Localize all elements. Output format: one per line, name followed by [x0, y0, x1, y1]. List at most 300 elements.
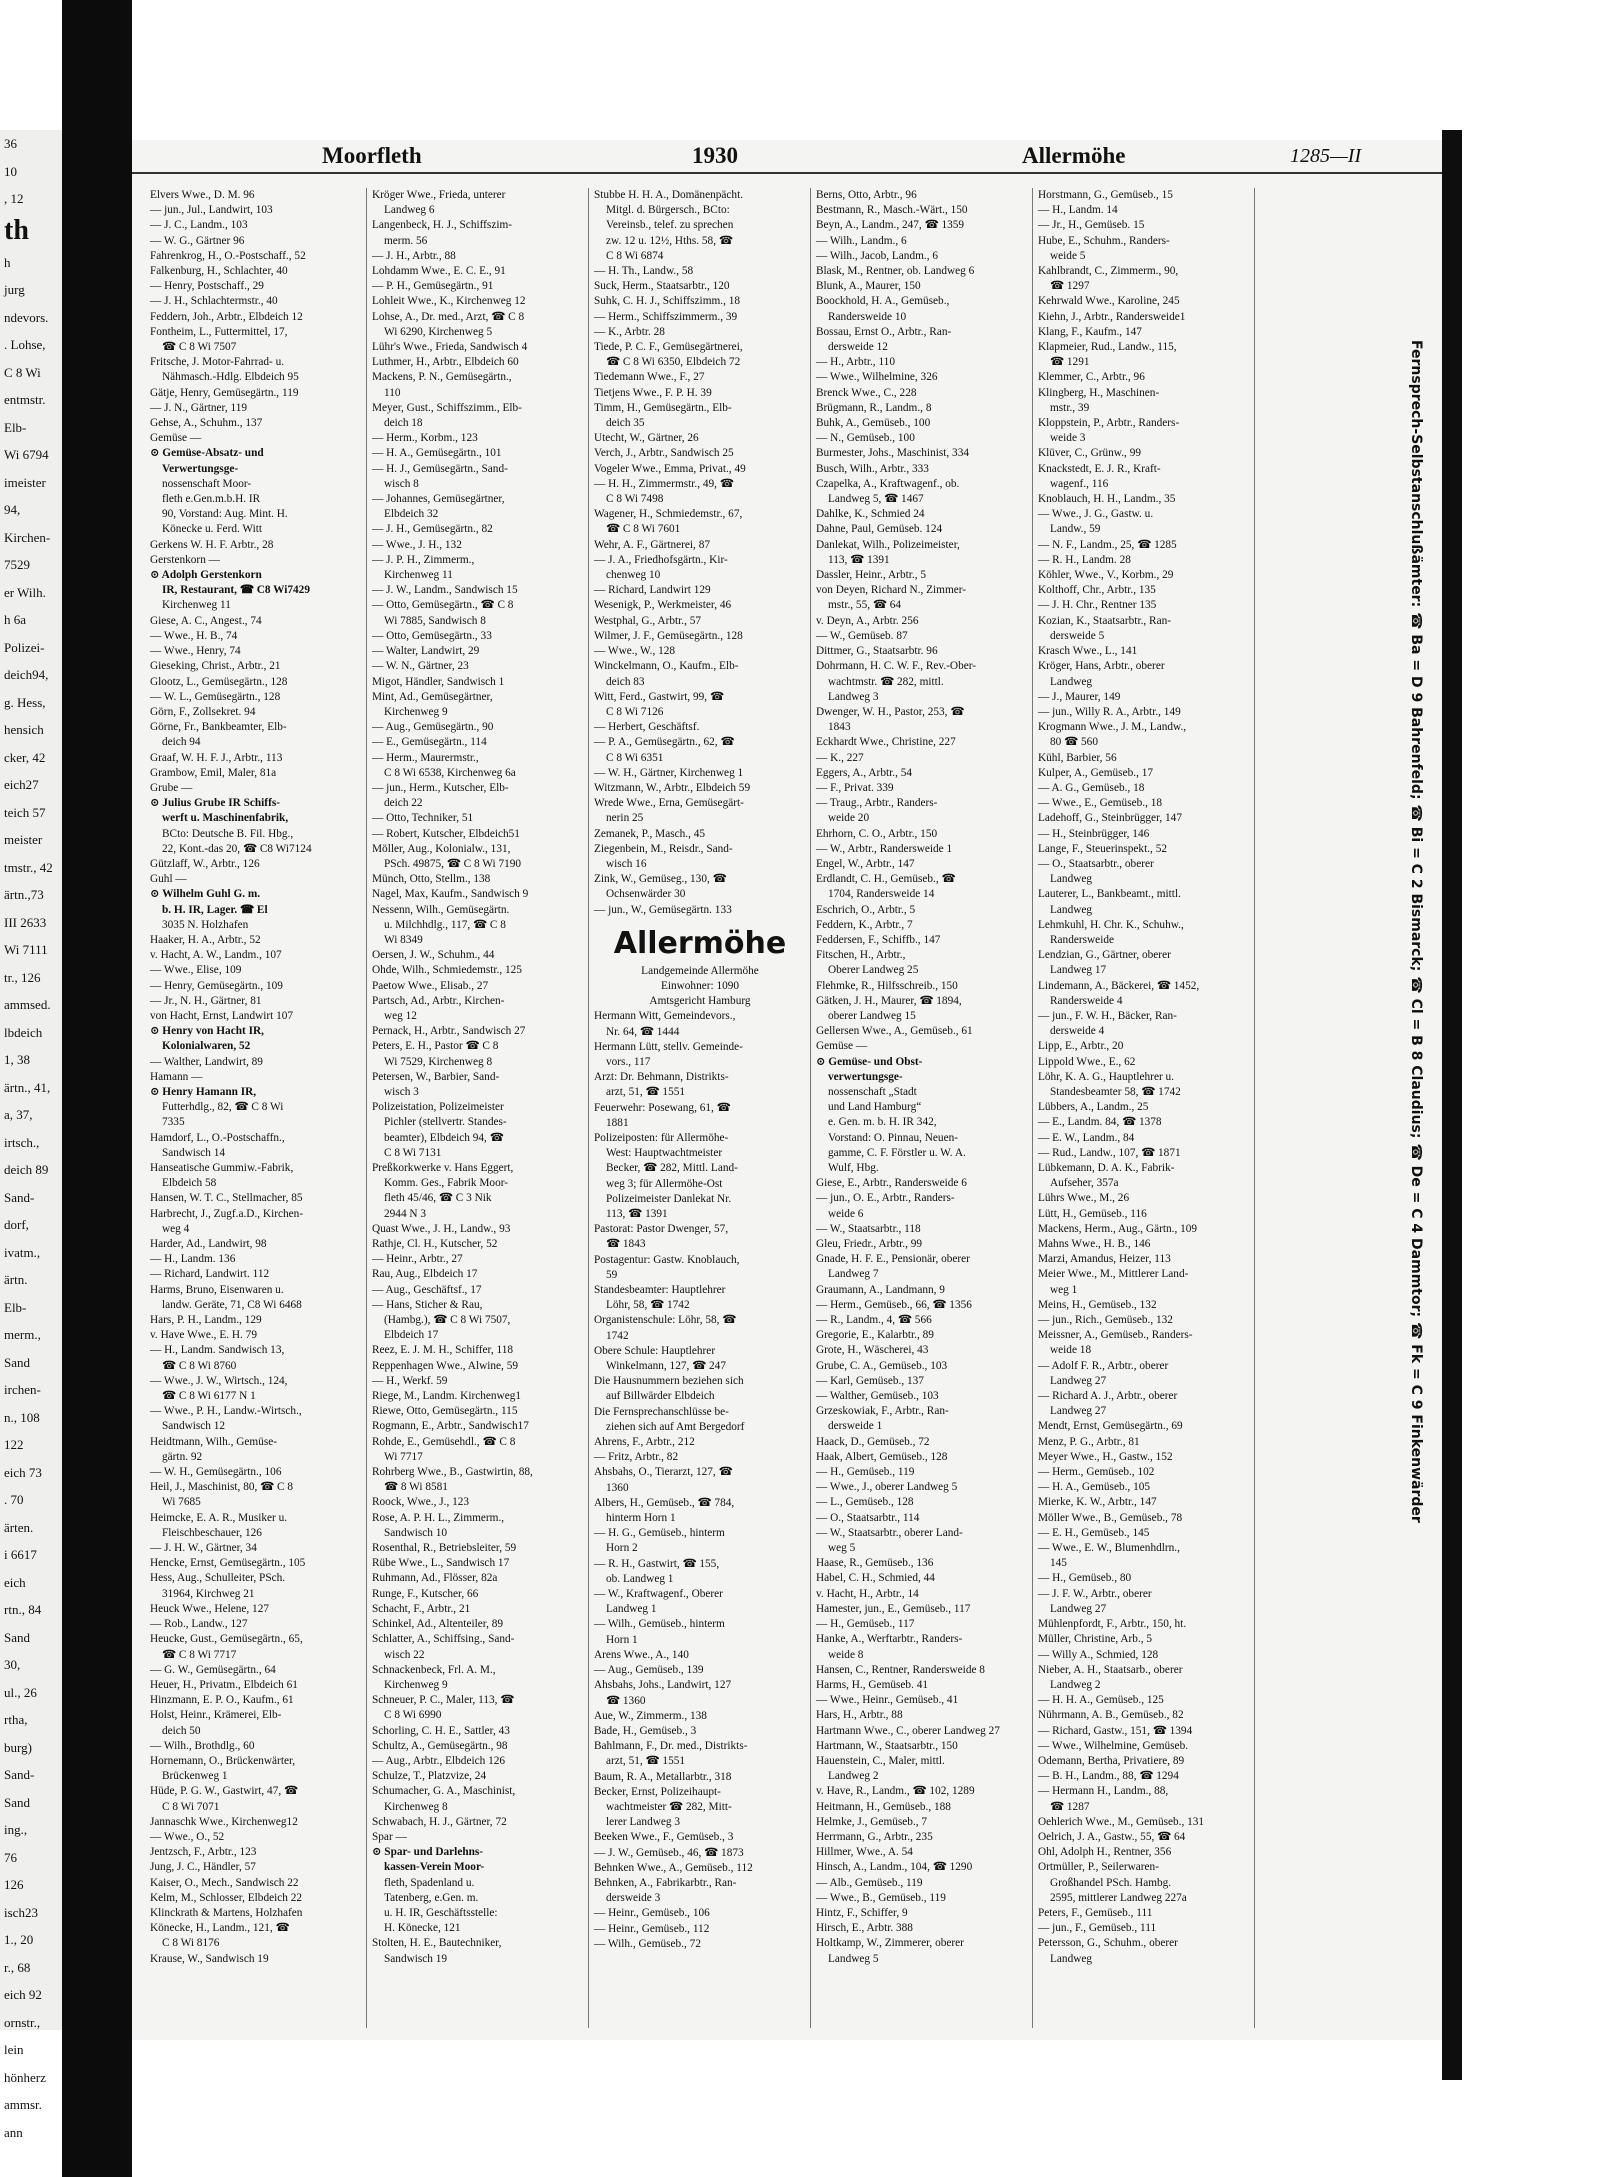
directory-entry: Gleu, Friedr., Arbtr., 99	[816, 1238, 923, 1251]
fragment-text: Sand-	[4, 1189, 35, 1205]
directory-entry: Rathje, Cl. H., Kutscher, 52	[372, 1238, 498, 1251]
directory-entry: — Richard, Gastw., 151, ☎ 1394	[1038, 1724, 1193, 1737]
fragment-text: th	[4, 214, 29, 246]
directory-entry: — J., Maurer, 149	[1038, 690, 1121, 703]
directory-entry: — L., Gemüseb., 128	[816, 1496, 914, 1509]
directory-entry: ☎ C 8 Wi 8760	[162, 1359, 237, 1372]
directory-entry: Gützlaff, W., Arbtr., 126	[150, 857, 260, 870]
directory-entry: Lührs Wwe., M., 26	[1038, 1192, 1130, 1205]
directory-entry: Kaiser, O., Mech., Sandwisch 22	[150, 1876, 299, 1889]
directory-entry: Sandwisch 10	[384, 1526, 448, 1539]
fragment-text: deich94,	[4, 667, 49, 682]
directory-entry: — W., Gemüseb. 87	[816, 629, 908, 642]
directory-entry: 7335	[162, 1116, 185, 1129]
fragment-text: ärten.	[4, 1519, 34, 1535]
directory-entry: ⊙ Henry von Hacht IR,	[150, 1025, 264, 1038]
fragment-text: h 6a	[4, 612, 27, 627]
directory-column-4	[816, 188, 1028, 1967]
column-rule	[1254, 188, 1255, 2028]
directory-entry: Nessenn, Wilh., Gemüsegärtn.	[372, 903, 510, 916]
section-heading: Allermöhe	[613, 925, 787, 961]
fragment-text: g. Hess,	[4, 694, 46, 710]
directory-entry: Meier Wwe., M., Mittlerer Land-	[1038, 1268, 1189, 1281]
directory-entry: — Aug., Gemüseb., 139	[594, 1664, 704, 1677]
adjacent-page-fragment	[0, 130, 62, 2140]
directory-entry: Ahsbahs, Johs., Landwirt, 127	[594, 1679, 732, 1692]
directory-entry: — Jr., H., Gemüseb. 15	[1038, 219, 1145, 232]
directory-entry: Hirsch, E., Arbtr. 388	[816, 1922, 913, 1935]
directory-entry: Meissner, A., Gemüseb., Randers-	[1038, 1329, 1193, 1342]
directory-entry: weide 18	[1050, 1344, 1092, 1357]
column-rule	[810, 188, 811, 2028]
directory-entry: Feuerwehr: Posewang, 61, ☎	[594, 1101, 731, 1114]
directory-entry: — K., Arbtr. 28	[594, 325, 665, 338]
directory-entry: Odemann, Bertha, Privatiere, 89	[1038, 1754, 1185, 1767]
directory-entry: — Alb., Gemüseb., 119	[816, 1876, 923, 1889]
directory-entry: nossenschaft Moor-	[162, 477, 252, 490]
directory-entry: Graaf, W. H. F. J., Arbtr., 113	[150, 751, 283, 764]
directory-entry: Bahlmann, F., Dr. med., Distrikts-	[594, 1740, 748, 1753]
directory-entry: ☎ C 8 Wi 6350, Elbdeich 72	[606, 356, 741, 369]
directory-entry: Landweg 2	[1050, 1678, 1101, 1691]
directory-entry: Brenck Wwe., C., 228	[816, 386, 917, 399]
directory-entry: Vorstand: O. Pinnau, Neuen-	[828, 1131, 959, 1144]
directory-entry: Schacht, F., Arbtr., 21	[372, 1602, 471, 1615]
directory-entry: — H. H. A., Gemüseb., 125	[1038, 1694, 1164, 1707]
fragment-text: jurg	[4, 282, 25, 297]
directory-entry: — W. H., Gemüsegärtn., 106	[150, 1466, 282, 1479]
directory-entry: — K., 227	[816, 751, 864, 764]
directory-entry: — H. A., Gemüsegärtn., 101	[372, 447, 502, 460]
directory-entry: Quast Wwe., J. H., Landw., 93	[372, 1222, 511, 1235]
directory-entry: — Wwe., Wilhelmine, Gemüseb.	[1038, 1739, 1189, 1752]
fragment-text: r., 68	[4, 1959, 31, 1975]
directory-entry: Hillmer, Wwe., A. 54	[816, 1846, 913, 1859]
directory-entry: Utecht, W., Gärtner, 26	[594, 432, 699, 445]
directory-entry: Die Hausnummern beziehen sich	[594, 1375, 744, 1388]
directory-entry: Fahrenkrog, H., O.-Postschaff., 52	[150, 249, 306, 262]
sidebar-text: Fernsprech-Selbstanschlußämter: ☎ Ba = D 9 Bahrenfeld; ☎ Bi = C 2 Bismarck; ☎ Cl = B 8 Claudius; ☎ De = C 4 Dammtor; ☎ Fk = C 9 Finkenwärder	[1408, 340, 1424, 1523]
directory-entry: Wi 6290, Kirchenweg 5	[384, 325, 493, 338]
directory-entry: Klüver, C., Grünw., 99	[1038, 447, 1141, 460]
directory-entry: Landweg 17	[1050, 964, 1107, 977]
directory-entry: e. Gen. m. b. H. IR 342,	[828, 1116, 937, 1129]
fragment-text: tr., 126	[4, 969, 41, 985]
directory-entry: — W. H., Gärtner, Kirchenweg 1	[594, 766, 744, 779]
directory-entry: West: Hauptwachtmeister	[606, 1147, 723, 1160]
directory-entry: ☎ C 8 Wi 7507	[162, 341, 237, 354]
directory-entry: BCto: Deutsche B. Fil. Hbg.,	[162, 827, 294, 840]
directory-entry: Hansen, W. T. C., Stellmacher, 85	[150, 1192, 303, 1205]
directory-entry: PSch. 49875, ☎ C 8 Wi 7190	[384, 857, 522, 870]
directory-entry: 1742	[606, 1329, 629, 1342]
fragment-text: ann	[4, 2124, 23, 2140]
directory-entry: Kehrwald Wwe., Karoline, 245	[1038, 295, 1180, 308]
directory-entry: Gemüse —	[816, 1040, 868, 1053]
directory-entry: Polizeimeister Danlekat Nr.	[606, 1192, 732, 1205]
directory-entry: Beyn, A., Landm., 247, ☎ 1359	[816, 219, 965, 232]
directory-entry: Fitschen, H., Arbtr.,	[816, 949, 906, 962]
directory-entry: Albers, H., Gemüseb., ☎ 784,	[594, 1496, 735, 1509]
directory-entry: — W. G., Gärtner 96	[150, 234, 245, 247]
column-rule	[366, 188, 367, 2028]
directory-entry: werft u. Maschinenfabrik,	[162, 812, 289, 825]
directory-entry: Arzt: Dr. Behmann, Distrikts-	[594, 1071, 729, 1084]
directory-entry: — Herm., Maurermstr.,	[372, 751, 479, 764]
fragment-text: Elb-	[4, 1299, 27, 1315]
directory-entry: Tatenberg, e.Gen. m.	[384, 1891, 479, 1904]
fragment-text: merm.,	[4, 1327, 41, 1342]
directory-entry: — Wilh., Gemüseb., hinterm	[594, 1618, 725, 1631]
fragment-text: h	[4, 254, 11, 270]
directory-entry: Hinzmann, E. P. O., Kaufm., 61	[150, 1694, 294, 1707]
directory-entry: kassen-Verein Moor-	[384, 1861, 485, 1874]
directory-entry: — W., Staatsarbtr., oberer Land-	[816, 1526, 963, 1539]
directory-entry: Guhl —	[150, 873, 187, 886]
directory-entry: Polizeistation, Polizeimeister	[372, 1101, 504, 1114]
directory-entry: Giese, A. C., Angest., 74	[150, 614, 262, 627]
directory-entry: Hube, E., Schuhm., Randers-	[1038, 234, 1170, 247]
directory-entry: Schneuer, P. C., Maler, 113, ☎	[372, 1694, 515, 1707]
directory-entry: Mahns Wwe., H. B., 146	[1038, 1238, 1151, 1251]
directory-column-3	[594, 188, 806, 1952]
directory-entry: Hartmann Wwe., C., oberer Landweg 27	[816, 1724, 1000, 1737]
directory-entry: Jentzsch, F., Arbtr., 123	[150, 1846, 257, 1859]
directory-entry: vors., 117	[606, 1055, 651, 1068]
directory-entry: Hintz, F., Schiffer, 9	[816, 1906, 908, 1919]
directory-entry: Gellersen Wwe., A., Gemüseb., 61	[816, 1025, 973, 1038]
section-subheading: Landgemeinde Allermöhe	[641, 964, 759, 977]
directory-entry: 1704, Randersweide 14	[828, 888, 935, 901]
directory-entry: Knoblauch, H. H., Landm., 35	[1038, 493, 1176, 506]
directory-entry: Gregorie, E., Kalarbtr., 89	[816, 1329, 934, 1342]
directory-entry: Meyer Wwe., H., Gastw., 152	[1038, 1450, 1173, 1463]
directory-entry: — Heinr., Gemüseb., 112	[594, 1922, 710, 1935]
directory-entry: — J. H. W., Gärtner, 34	[150, 1542, 257, 1555]
directory-entry: dersweide 4	[1050, 1025, 1105, 1038]
directory-entry: — Wwe., H. B., 74	[150, 629, 238, 642]
fragment-text: ammsed.	[4, 997, 51, 1012]
directory-entry: Ahsbahs, O., Tierarzt, 127, ☎	[594, 1466, 733, 1479]
directory-entry: wisch 22	[384, 1648, 425, 1661]
directory-entry: Haack, D., Gemüseb., 72	[816, 1435, 930, 1448]
directory-entry: Peters, E. H., Pastor ☎ C 8	[372, 1040, 499, 1053]
directory-entry: — Aug., Gemüsegärtn., 90	[372, 721, 494, 734]
directory-entry: hinterm Horn 1	[606, 1512, 676, 1525]
directory-entry: Erdlandt, C. H., Gemüseb., ☎	[816, 873, 956, 886]
directory-entry: Stolten, H. E., Bautechniker,	[372, 1937, 502, 1950]
directory-entry: weg 12	[384, 1009, 417, 1022]
fragment-text: 94,	[4, 502, 21, 517]
directory-entry: Westphal, G., Arbtr., 57	[594, 614, 702, 627]
fragment-text: 1., 20	[4, 1932, 34, 1947]
fragment-text: irchen-	[4, 1382, 41, 1397]
directory-entry: Brückenweg 1	[162, 1770, 228, 1783]
directory-entry: Roock, Wwe., J., 123	[372, 1496, 470, 1509]
directory-entry: — J. F. W., Arbtr., oberer	[1038, 1587, 1152, 1600]
directory-entry: Harder, Ad., Landwirt, 98	[150, 1238, 267, 1251]
directory-entry: Kirchenweg 9	[384, 705, 448, 718]
directory-entry: Winkelmann, 127, ☎ 247	[606, 1360, 726, 1373]
directory-entry: Bestmann, R., Masch.-Wärt., 150	[816, 204, 968, 217]
directory-entry: — N., Gemüseb., 100	[816, 432, 915, 445]
directory-entry: — Rob., Landw., 127	[150, 1618, 248, 1631]
directory-entry: Pichler (stellvertr. Standes-	[384, 1116, 507, 1129]
directory-entry: 110	[384, 386, 401, 399]
directory-entry: Hansen, C., Rentner, Randersweide 8	[816, 1663, 985, 1676]
directory-entry: — Wwe., J., oberer Landweg 5	[816, 1481, 958, 1494]
directory-entry: Winckelmann, O., Kaufm., Elb-	[594, 660, 739, 673]
directory-entry: 22, Kont.-das 20, ☎ C8 Wi7124	[162, 842, 312, 855]
directory-entry: — H., Landm. Sandwisch 13,	[150, 1344, 285, 1357]
directory-entry: — Rud., Landw., 107, ☎ 1871	[1038, 1146, 1181, 1159]
directory-entry: Menz, P. G., Arbtr., 81	[1038, 1435, 1140, 1448]
directory-entry: Danlekat, Wilh., Polizeimeister,	[816, 538, 960, 551]
directory-entry: Polizeiposten: für Allermöhe-	[594, 1131, 729, 1144]
directory-entry: Meyer, Gust., Schiffszimm., Elb-	[372, 401, 522, 414]
directory-entry: Krasch Wwe., L., 141	[1038, 645, 1138, 658]
directory-entry: — Fritz, Arbtr., 82	[594, 1451, 679, 1464]
directory-entry: Hencke, Ernst, Gemüsegärtn., 105	[150, 1557, 306, 1570]
directory-entry: Rogmann, E., Arbtr., Sandwisch17	[372, 1420, 529, 1433]
directory-entry: Lange, F., Steuerinspekt., 52	[1038, 842, 1167, 855]
directory-entry: Verch, J., Arbtr., Sandwisch 25	[594, 447, 734, 460]
directory-entry: — B. H., Landm., 88, ☎ 1294	[1038, 1770, 1179, 1783]
directory-entry: — P. A., Gemüsegärtn., 62, ☎	[594, 736, 735, 749]
directory-entry: Kolonialwaren, 52	[162, 1040, 251, 1053]
directory-column-5	[1038, 188, 1250, 1967]
directory-entry: Kröger, Hans, Arbtr., oberer	[1038, 660, 1165, 673]
directory-entry: C 8 Wi 6538, Kirchenweg 6a	[384, 766, 516, 779]
directory-entry: Gerkens W. H. F. Arbtr., 28	[150, 538, 274, 551]
directory-entry: landw. Geräte, 71, C8 Wi 6468	[162, 1298, 302, 1311]
directory-entry: Lendzian, G., Gärtner, oberer	[1038, 949, 1171, 962]
fragment-text: Elb-	[4, 419, 27, 435]
directory-entry: Randersweide 10	[828, 310, 907, 323]
directory-entry: — Walter, Landwirt, 29	[372, 645, 480, 658]
directory-entry: Köhler, Wwe., V., Korbm., 29	[1038, 569, 1174, 582]
directory-entry: Gerstenkorn —	[150, 553, 220, 566]
directory-entry: — Johannes, Gemüsegärtner,	[372, 493, 505, 506]
directory-entry: wisch 16	[606, 857, 647, 870]
directory-entry: u. H. IR, Geschäftsstelle:	[384, 1906, 498, 1919]
directory-entry: Haase, R., Gemüseb., 136	[816, 1557, 934, 1570]
directory-entry: Kolthoff, Chr., Arbtr., 135	[1038, 584, 1156, 597]
fragment-text: ivatm.,	[4, 1244, 41, 1260]
directory-entry: C 8 Wi 7131	[384, 1146, 442, 1159]
directory-entry: Hartmann, W., Staatsarbtr., 150	[816, 1739, 958, 1752]
directory-entry: — W. N., Gärtner, 23	[372, 660, 469, 673]
fragment-text: er Wilh.	[4, 584, 46, 600]
directory-entry: — W. L., Gemüsegärtn., 128	[150, 690, 281, 703]
directory-entry: Becker, ☎ 282, Mittl. Land-	[606, 1162, 738, 1175]
directory-entry: deich 22	[384, 797, 423, 810]
directory-entry: — jun., O. E., Arbtr., Randers-	[816, 1192, 955, 1205]
directory-entry: weg 5	[828, 1542, 856, 1555]
directory-entry: Mierke, K. W., Arbtr., 147	[1038, 1496, 1157, 1509]
directory-entry: Könecke u. Ferd. Witt	[162, 523, 263, 536]
directory-entry: weg 3; für Allermöhe-Ost	[606, 1177, 723, 1190]
fragment-text: ammsr.	[4, 2097, 42, 2112]
fragment-text: eich27	[4, 777, 39, 792]
directory-entry: C 8 Wi 6990	[384, 1709, 442, 1722]
directory-entry: weide 8	[828, 1648, 864, 1661]
section-subheading: Einwohner: 1090	[660, 979, 740, 992]
directory-entry: 145	[1050, 1557, 1067, 1570]
directory-entry: — A. G., Gemüseb., 18	[1038, 781, 1145, 794]
directory-entry: — Richard, Landwirt 129	[594, 584, 711, 597]
fragment-text: eich 73	[4, 1464, 42, 1480]
directory-entry: Kirchenweg 9	[384, 1678, 448, 1691]
directory-entry: Heimcke, E. A. R., Musiker u.	[150, 1511, 288, 1524]
directory-entry: Gnade, H. F. E., Pensionär, oberer	[816, 1253, 970, 1266]
directory-entry: Landweg 3	[828, 690, 879, 703]
directory-entry: — Otto, Techniker, 51	[372, 812, 474, 825]
directory-entry: weg 4	[162, 1222, 190, 1235]
fragment-text: lbdeich	[4, 1024, 43, 1040]
directory-entry: Hauenstein, C., Maler, mittl.	[816, 1754, 945, 1767]
directory-entry: Hermann Witt, Gemeindevors.,	[594, 1010, 736, 1023]
directory-entry: Nieber, A. H., Staatsarb., oberer	[1038, 1663, 1183, 1676]
directory-entry: Fontheim, L., Futtermittel, 17,	[150, 325, 288, 338]
directory-entry: Wi 7885, Sandwisch 8	[384, 614, 486, 627]
fragment-text: 1, 38	[4, 1052, 30, 1067]
directory-entry: Kirchenweg 8	[384, 1800, 448, 1813]
directory-entry: Kühl, Barbier, 56	[1038, 751, 1117, 764]
directory-entry: Jung, J. C., Händler, 57	[150, 1861, 256, 1874]
directory-entry: Schorling, C. H. E., Sattler, 43	[372, 1724, 510, 1737]
directory-entry: merm. 56	[384, 234, 428, 247]
directory-entry: — J. N., Gärtner, 119	[150, 401, 248, 414]
directory-entry: — Wilh., Jacob, Landm., 6	[816, 249, 939, 262]
directory-entry: — E., Landm. 84, ☎ 1378	[1038, 1116, 1162, 1129]
directory-entry: Nr. 64, ☎ 1444	[606, 1025, 680, 1038]
directory-entry: Landweg	[1050, 873, 1093, 886]
directory-entry: Arens Wwe., A., 140	[594, 1648, 689, 1661]
directory-entry: nossenschaft „Stadt	[828, 1085, 917, 1098]
directory-entry: fleth 45/46, ☎ C 3 Nik	[384, 1192, 492, 1205]
directory-entry: Dittmer, G., Staatsarbtr. 96	[816, 645, 938, 658]
directory-entry: Landweg 27	[1050, 1405, 1107, 1418]
directory-entry: gamme, C. F. Förstler u. W. A.	[828, 1146, 966, 1159]
header-page-number: 1285—II	[1290, 145, 1362, 167]
directory-entry: Schlatter, A., Schiffsing., Sand-	[372, 1633, 515, 1646]
directory-entry: — H., Arbtr., 110	[816, 356, 895, 369]
fragment-text: eich 92	[4, 1987, 42, 2002]
fragment-text: 126	[4, 1877, 24, 1892]
directory-entry: Landweg 6	[384, 204, 435, 217]
directory-entry: Komm. Ges., Fabrik Moor-	[384, 1177, 509, 1190]
directory-entry: — jun., F. W. H., Bäcker, Ran-	[1038, 1009, 1177, 1022]
directory-entry: Könecke, H., Landm., 121, ☎	[150, 1922, 290, 1935]
fragment-text: ing.,	[4, 1822, 28, 1837]
directory-entry: — Walther, Gemüseb., 103	[816, 1390, 939, 1403]
directory-entry: Blunk, A., Maurer, 150	[816, 280, 921, 293]
directory-entry: Möller Wwe., B., Gemüseb., 78	[1038, 1511, 1183, 1524]
directory-entry: Rübe Wwe., L., Sandwisch 17	[372, 1557, 510, 1570]
directory-entry: Sandwisch 19	[384, 1952, 448, 1965]
directory-entry: Feddern, K., Arbtr., 7	[816, 918, 913, 931]
fragment-text: rtha,	[4, 1712, 28, 1727]
fragment-text: tmstr., 42	[4, 859, 53, 875]
directory-entry: Fleischbeschauer, 126	[162, 1526, 262, 1539]
directory-entry: — H., Gemüseb., 117	[816, 1618, 915, 1631]
directory-entry: Elbdeich 32	[384, 508, 439, 521]
directory-entry: Giese, E., Arbtr., Randersweide 6	[816, 1177, 967, 1190]
directory-entry: Schumacher, G. A., Maschinist,	[372, 1785, 516, 1798]
directory-entry: Gemüse —	[150, 432, 202, 445]
directory-entry: Helmke, J., Gemüseb., 7	[816, 1815, 928, 1828]
directory-entry: Horn 2	[606, 1542, 638, 1555]
directory-entry: H. Könecke, 121	[384, 1922, 461, 1935]
directory-entry: Verwertungsge-	[162, 462, 239, 475]
directory-entry: Zink, W., Gemüseg., 130, ☎	[594, 873, 727, 886]
directory-entry: Ortmüller, P., Seilerwaren-	[1038, 1861, 1159, 1874]
fragment-text: irtsch.,	[4, 1134, 40, 1150]
directory-entry: — jun., Jul., Landwirt, 103	[150, 204, 273, 217]
directory-entry: ☎ 8 Wi 8581	[384, 1481, 448, 1494]
header-year: 1930	[692, 143, 738, 168]
directory-entry: Grube —	[150, 781, 193, 794]
directory-entry: und Land Hamburg“	[828, 1101, 922, 1114]
directory-entry: — G. W., Gemüsegärtn., 64	[150, 1663, 276, 1676]
directory-entry: Rau, Aug., Elbdeich 17	[372, 1268, 478, 1281]
directory-entry: v. Have Wwe., E. H. 79	[150, 1329, 257, 1342]
directory-entry: Wulf, Hbg.	[828, 1162, 879, 1174]
directory-entry: Landweg	[1050, 903, 1093, 916]
directory-entry: Obere Schule: Hauptlehrer	[594, 1344, 716, 1357]
directory-entry: Görne, Fr., Bankbeamter, Elb-	[150, 721, 287, 734]
directory-entry: — F., Privat. 339	[816, 781, 894, 794]
directory-entry: Peters, F., Gemüseb., 111	[1038, 1906, 1153, 1919]
directory-entry: Schwabach, H. J., Gärtner, 72	[372, 1815, 507, 1828]
directory-entry: Müller, Christine, Arb., 5	[1038, 1633, 1153, 1646]
directory-entry: nerin 25	[606, 812, 644, 825]
directory-entry: fleth e.Gen.m.b.H. IR	[162, 493, 261, 506]
directory-entry: Kirchenweg 11	[384, 569, 453, 582]
directory-entry: Aufseher, 357a	[1050, 1177, 1119, 1190]
directory-entry: C 8 Wi 7126	[606, 705, 664, 718]
directory-entry: — O., Staatsarbtr., 114	[816, 1511, 920, 1524]
directory-entry: Landweg 1	[606, 1603, 657, 1616]
directory-entry: Grzeskowiak, F., Arbtr., Ran-	[816, 1405, 949, 1418]
fragment-text: hönherz	[4, 2069, 46, 2085]
directory-entry: Hamdorf, L., O.-Postschaffn.,	[150, 1131, 285, 1144]
directory-entry: C 8 Wi 6874	[606, 249, 664, 262]
directory-entry: — Aug., Arbtr., Elbdeich 126	[372, 1754, 506, 1767]
fragment-text: Wi 7111	[4, 942, 48, 957]
directory-entry: — Wilh., Landm., 6	[816, 234, 907, 247]
directory-entry: Lühr's Wwe., Frieda, Sandwisch 4	[372, 341, 528, 354]
fragment-text: rtn., 84	[4, 1602, 42, 1617]
directory-entry: Lübbers, A., Landm., 25	[1038, 1101, 1149, 1114]
directory-entry: Lütt, H., Gemüseb., 116	[1038, 1207, 1147, 1220]
directory-entry: Landweg 27	[1050, 1374, 1107, 1387]
directory-entry: Löhr, 58, ☎ 1742	[606, 1299, 690, 1312]
fragment-text: eich	[4, 1574, 26, 1590]
directory-entry: Migot, Händler, Sandwisch 1	[372, 675, 505, 688]
fragment-text: Kirchen-	[4, 529, 51, 545]
directory-entry: Großhandel PSch. Hambg.	[1050, 1876, 1172, 1889]
directory-entry: — R., Landm., 4, ☎ 566	[816, 1314, 932, 1327]
directory-entry: — jun., F., Gemüseb., 111	[1038, 1922, 1157, 1935]
directory-entry: Landweg	[1050, 675, 1093, 688]
header-left: Moorfleth	[322, 143, 422, 168]
fragment-text: imeister	[4, 474, 46, 490]
fragment-text: 10	[4, 163, 17, 179]
directory-entry: Eckhardt Wwe., Christine, 227	[816, 736, 956, 749]
fragment-text: Polizei-	[4, 639, 45, 655]
